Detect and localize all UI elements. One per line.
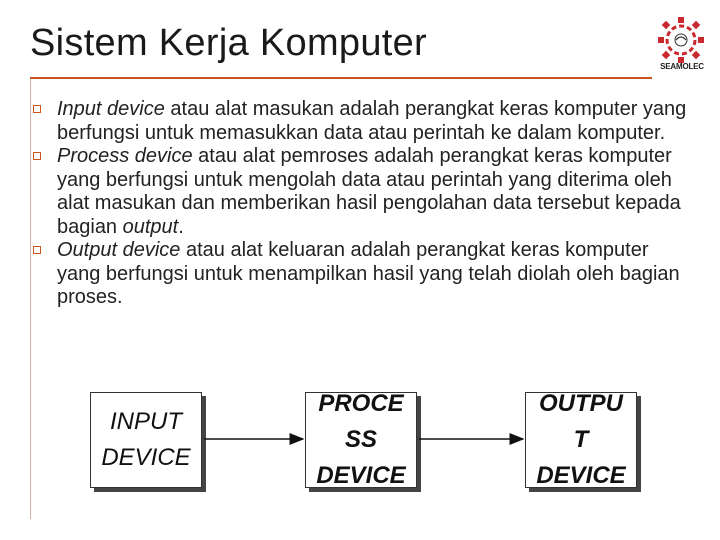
bullet-text: atau alat pemroses adalah perangkat keras komputer yang berfungsi untuk mengolah data atau perintah yang diterima oleh alat masukan dan memberikan hasil pengolahan data tersebut kepada bagian	[57, 145, 681, 238]
bullet-text-end: .	[178, 215, 184, 238]
bullet-text: atau alat keluaran adalah perangkat keras komputer yang berfungsi untuk menampilkan hasil yang telah diolah oleh bagian proses.	[57, 239, 680, 308]
bullet-text: atau alat masukan adalah perangkat keras komputer yang berfungsi untuk memasukkan data atau perintah ke dalam komputer.	[57, 98, 687, 144]
bullet-term: Output device	[57, 239, 181, 261]
bullet-term: Input device	[57, 98, 165, 120]
bullet-term: Process device	[57, 145, 193, 167]
input-device-label: INPUT DEVICE	[101, 408, 191, 471]
slide-title: Sistem Kerja Komputer	[30, 22, 428, 64]
bullet-term-end: output	[122, 215, 179, 238]
logo-wordmark: SEAMOLEC	[660, 62, 704, 71]
process-device-label: PROCE SS DEVICE	[316, 390, 406, 489]
output-device-label: OUTPU T DEVICE	[536, 390, 626, 489]
